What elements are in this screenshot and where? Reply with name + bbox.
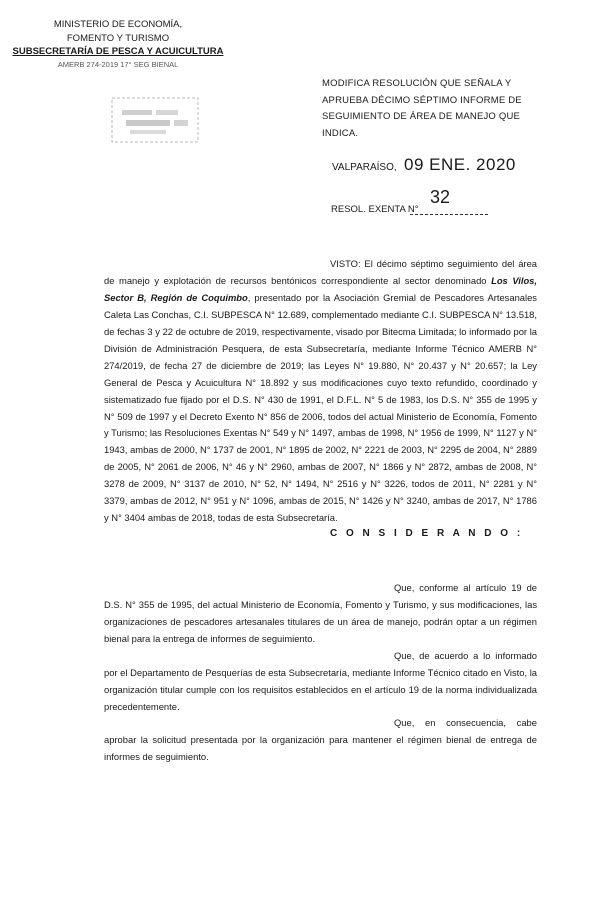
ministry-line-2: FOMENTO Y TURISMO bbox=[66, 32, 170, 44]
considerando-1-text: 1995, del actual Ministerio de Economía, Fomento y Turismo, y sus modificaciones, las organizaciones de pescadores artesanales titulares de un área de manejo, podrán optar a un régimen bienal para la entrega de informes de seguimiento. bbox=[104, 599, 538, 645]
visto-text-2: , presentado por la Asociación Gremial de Pescadores Artesanales Caleta Las Conchas, C.I. SUBPESCA N° 12.689, complementado mediante C.I. SUBPESCA N° 13.518, de fechas 3 y 22 de octubre de 2019, respectivamente, visado por Bitecma Limitada; lo informado por la División de Administración Pesquera, de esta Subsecretaría, mediante Informe Técnico AMERB N° 274/2019, de fecha 27 de diciembre de 2019; las Leyes N° 19.880, N° 20.437 y N° 20.657; la Ley General de Pesca y Acuicultura N° 18.892 y sus modificaciones cuyo texto refundido, coordinado y sistematizado fue fijado por el D.S. N° 430 de 1991, el D.F.L. N° 5 de 1983, los D.S. N° 355 de 1995 y N° 509 de 1997 y el Decreto Exento N° 856 de 2006, todos del actual Ministerio de Economía, Fomento y Turismo; las Resoluciones Exentas N° 549 y N° 1497, ambas de 1998, N° 1956 de 1999, N° 1127 y N° 1943, ambas de 2000, N° 1737 de 2001, N° 1895 de 2002, N° 2221 de 2003, N° 2295 de 2004, N° 2889 de 2005, N° 2061 de 2006, N° 46 y N° 2960, ambas de 2007, N° 1866 y N° 2872, ambas de 2008, N° 3278 de 2009, N° 3137 de 2010, N° 52, N° 1494, N° 2516 y N° 3226, todos de 2011, N° 2281 y N° 3379, ambas de 2012, N° 951 y N° 1096, ambas de 2015, N° 1426 y N° 3240, ambas de 2017, N° 1786 y N° 3404 ambas de 2018, todas de esta Subsecretaría. bbox=[104, 292, 537, 523]
resolution-label: RESOL. EXENTA N° bbox=[331, 204, 419, 215]
considerando-3-text: presentada por la organización para mantener el régimen bienal de entrega de informes de seguimiento. bbox=[104, 734, 537, 763]
considerando-paragraph-3 bbox=[104, 706, 537, 776]
visto-lead: VISTO: El décimo séptimo seguimiento del área bbox=[330, 258, 537, 270]
considerando-3-lead: Que, en consecuencia, cabe aprobar la solicitud bbox=[104, 717, 537, 746]
considerando-title: C O N S I D E R A N D O : bbox=[330, 528, 524, 539]
subsecretaria-name: SUBSECRETARÍA DE PESCA Y ACUICULTURA bbox=[12, 46, 224, 57]
letterhead bbox=[0, 18, 236, 71]
resolution-number: 32 bbox=[430, 187, 451, 207]
visto-text-1: de manejo y explotación de recursos bentónicos correspondiente al sector denominado bbox=[104, 275, 492, 287]
resolution-subject: MODIFICA RESOLUCIÓN QUE SEÑALA Y APRUEBA DÉCIMO SÉPTIMO INFORME DE SEGUIMIENTO DE ÁREA DE MANEJO QUE INDICA. bbox=[322, 78, 522, 139]
considerando-1-lead: Que, conforme al artículo 19 de D.S. N° 355 de bbox=[104, 582, 537, 611]
resolution-date: 09 ENE. 2020 bbox=[404, 155, 516, 174]
resolution-number-line bbox=[410, 214, 488, 215]
visto-paragraph bbox=[104, 247, 537, 536]
considerando-2-lead: Que, de acuerdo a lo informado por el bbox=[104, 650, 537, 679]
received-stamp bbox=[108, 92, 204, 148]
reference-code: AMERB 274-2019 17° SEG BIENAL bbox=[57, 59, 179, 69]
considerando-2-text: Departamento de Pesquerías de esta Subsecretaría, mediante Informe Técnico citado en Visto, la organización titular cumple con los requisitos establecidos en el artículo 19 de la norma individualizada precedentemente. bbox=[104, 667, 537, 713]
visto-sector: Los Vilos, Sector B, Región de Coquimbo bbox=[104, 275, 538, 304]
ministry-line-1: MINISTERIO DE ECONOMÍA, bbox=[53, 19, 183, 30]
place: VALPARAÍSO, bbox=[332, 162, 397, 173]
